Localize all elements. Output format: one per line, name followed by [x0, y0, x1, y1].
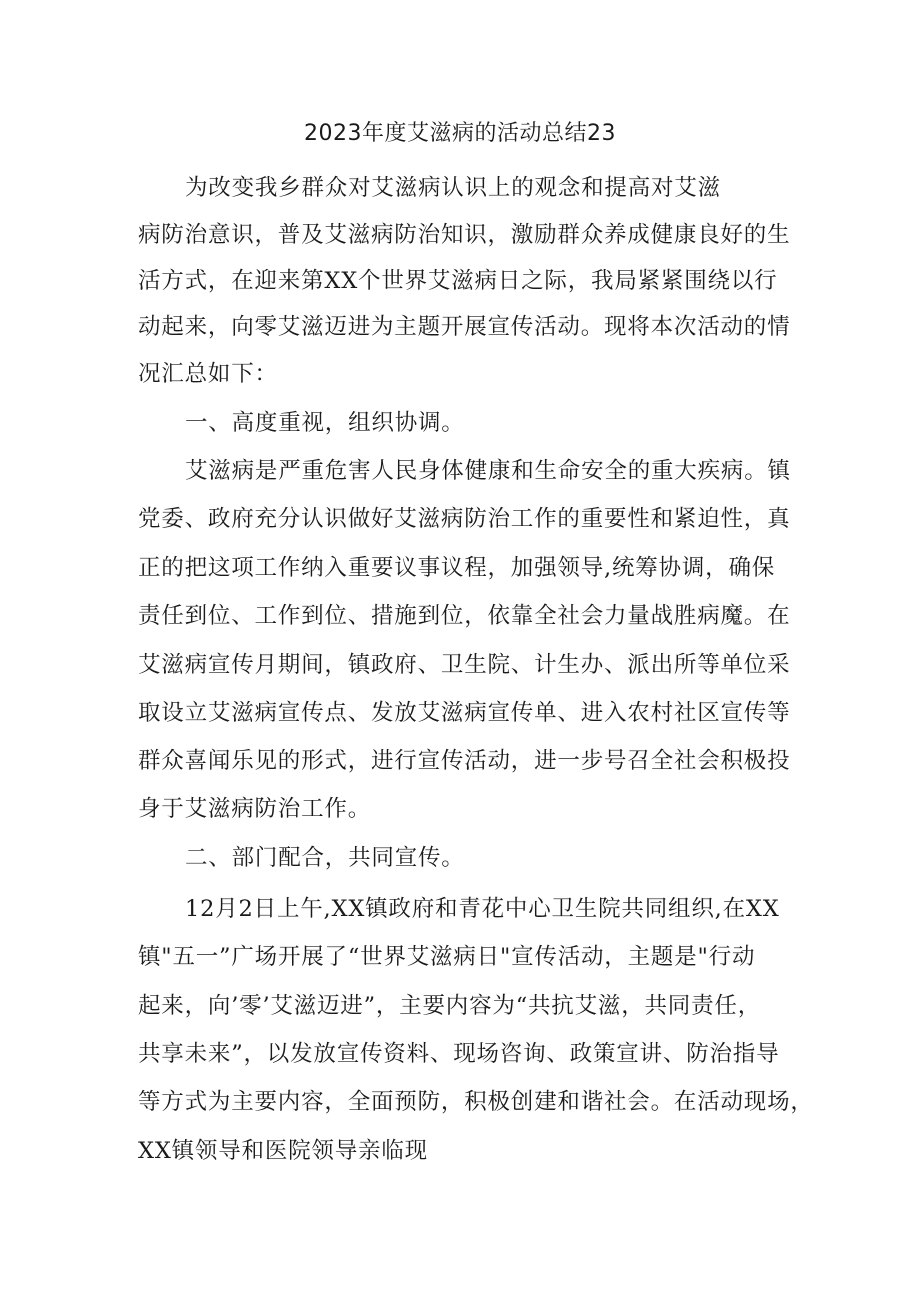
- paragraph-line: 党委、政府充分认识做好艾滋病防治工作的重要性和紧迫性，真: [138, 506, 791, 532]
- paragraph-line: 12月2日上午,XX镇政府和青花中心卫生院共同组织,在XX: [185, 896, 780, 922]
- section-heading: 二、部门配合，共同宣传。: [185, 845, 465, 871]
- paragraph-line: 艾滋病宣传月期间，镇政府、卫生院、计生办、派出所等单位采: [138, 652, 791, 678]
- paragraph-line: 正的把这项工作纳入重要议事议程，加强领导,统筹协调，确保: [138, 555, 776, 581]
- paragraph-line: 起来，向’零’艾滋迈进”，主要内容为“共抗艾滋，共同责任，: [138, 993, 762, 1019]
- paragraph-line: 身于艾滋病防治工作。: [138, 796, 372, 822]
- paragraph-line: 等方式为主要内容，全面预防，积极创建和谐社会。在活动现场，: [138, 1089, 814, 1115]
- paragraph-line: XX镇领导和医院领导亲临现: [138, 1138, 428, 1164]
- paragraph-line: 艾滋病是严重危害人民身体健康和生命安全的重大疾病。镇: [185, 458, 791, 484]
- section-heading: 一、高度重视，组织协调。: [185, 410, 465, 436]
- paragraph-line: 为改变我乡群众对艾滋病认识上的观念和提高对艾滋: [185, 175, 721, 201]
- paragraph-line: 病防治意识，普及艾滋病防治知识，激励群众养成健康良好的生: [138, 222, 791, 248]
- paragraph-line: 群众喜闻乐见的形式，进行宣传活动，进一步号召全社会积极投: [138, 748, 791, 774]
- paragraph-line: 责任到位、工作到位、措施到位，依靠全社会力量战胜病魔。在: [138, 603, 791, 629]
- document-title: 2023年度艾滋病的活动总结23: [304, 121, 616, 146]
- paragraph-line: 取设立艾滋病宣传点、发放艾滋病宣传单、进入农村社区宣传等: [138, 700, 791, 726]
- paragraph-line: 镇"五一”广场开展了“世界艾滋病日"宣传活动，主题是"行动: [138, 944, 756, 970]
- paragraph-line: 活方式，在迎来第XX个世界艾滋病日之际，我局紧紧围绕以行: [138, 268, 778, 294]
- paragraph-line: 况汇总如下：: [138, 361, 278, 387]
- paragraph-line: 动起来，向零艾滋迈进为主题开展宣传活动。现将本次活动的情: [138, 314, 791, 340]
- paragraph-line: 共享未来”，以发放宣传资料、现场咨询、政策宣讲、防治指导: [138, 1041, 780, 1067]
